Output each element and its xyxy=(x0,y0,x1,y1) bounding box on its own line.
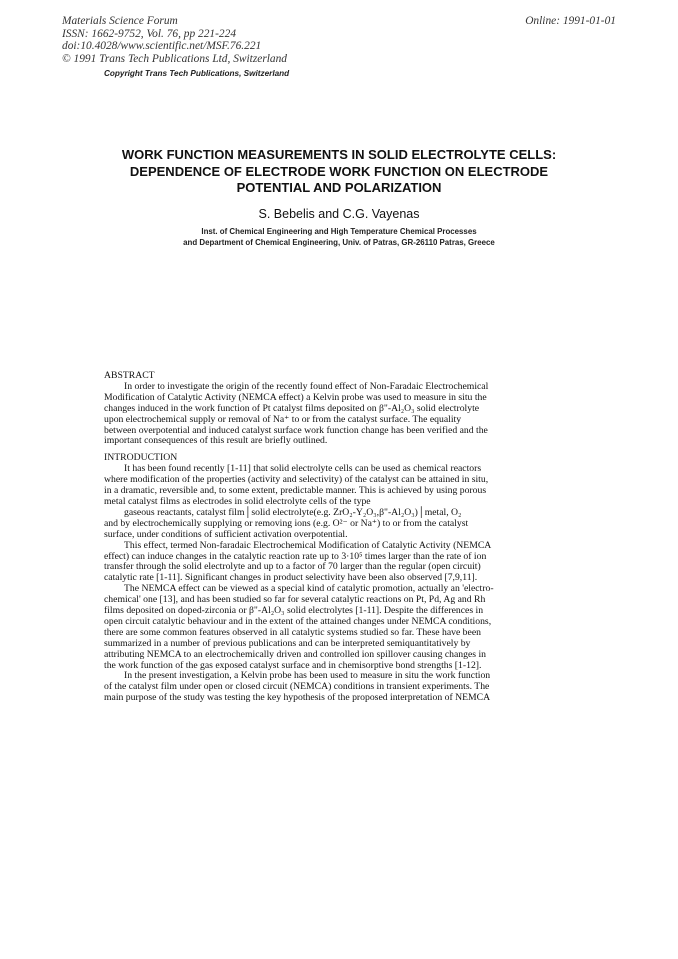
intro-line: chemical' one [13], and has been studied so far for several catalytic reactions on Pt, Pd, Ag and Rh xyxy=(104,594,486,606)
affiliation-line: and Department of Chemical Engineering, Univ. of Patras, GR-26110 Patras, Greece xyxy=(183,237,495,247)
title-line: POTENTIAL AND POLARIZATION xyxy=(236,180,442,195)
abstract-heading: ABSTRACT xyxy=(104,370,155,381)
affiliation xyxy=(0,227,678,249)
intro-line: surface, under conditions of sufficient activation overpotential. xyxy=(104,528,348,540)
abstract-line: upon electrochemical supply or removal of Na⁺ to or from the catalyst surface. The equality xyxy=(104,413,462,425)
abstract-line: Modification of Catalytic Activity (NEMCA effect) a Kelvin probe was used to measure in situ the xyxy=(104,391,487,403)
intro-line: of the catalyst film under open or closed circuit (NEMCA) conditions in transient experiments. The xyxy=(104,681,490,693)
journal-name: Materials Science Forum xyxy=(62,15,178,27)
intro-line: open circuit catalytic behaviour and in the extent of the attained changes under NEMCA conditions, xyxy=(104,615,492,627)
abstract-line: important consequences of this result are briefly outlined. xyxy=(104,435,328,447)
intro-line: and by electrochemically supplying or removing ions (e.g. O²⁻ or Na⁺) to or from the catalyst xyxy=(104,517,469,529)
abstract-line: changes induced in the work function of Pt catalyst films deposited on β"-Al₂O₃ solid electrolyte xyxy=(104,402,480,414)
intro-line: the work function of the gas exposed catalyst surface and in chemisorptive bond strengths [1-12]. xyxy=(104,659,482,671)
copyright-small: Copyright Trans Tech Publications, Switzerland xyxy=(104,69,290,78)
title-line: WORK FUNCTION MEASUREMENTS IN SOLID ELECTROLYTE CELLS: xyxy=(121,147,557,162)
intro-line: transfer through the solid electrolyte and up to a factor of 70 larger than the regular (open circuit) xyxy=(104,561,481,573)
introduction-heading: INTRODUCTION xyxy=(104,452,178,464)
affiliation-line: Inst. of Chemical Engineering and High Temperature Chemical Processes xyxy=(201,227,477,236)
journal-meta xyxy=(62,15,287,65)
body-text xyxy=(104,371,536,704)
intro-line: in a dramatic, reversible and, to some extent, predictable manner. This is achieved by using porous xyxy=(104,485,487,497)
intro-line: The NEMCA effect can be viewed as a special kind of catalytic promotion, actually an 'electro- xyxy=(124,583,494,595)
intro-line: effect) can induce changes in the catalytic reaction rate up to 3·10⁵ times larger than the rate of ion xyxy=(104,550,487,562)
online-date: Online: 1991-01-01 xyxy=(525,15,616,27)
abstract-line: In order to investigate the origin of the recently found effect of Non-Faradaic Electrochemical xyxy=(124,380,489,392)
intro-line: This effect, termed Non-faradaic Electrochemical Modification of Catalytic Activity (NEMCA xyxy=(124,539,492,551)
intro-line: films deposited on doped-zirconia or β"-Al₂O₃ solid electrolytes [1-11]. Despite the differences in xyxy=(104,605,484,617)
intro-line: catalytic rate [1-11]. Significant changes in product selectivity have been also observed [7,9,11]. xyxy=(104,572,478,584)
intro-line: main purpose of the study was testing the key hypothesis of the proposed interpretation of NEMCA xyxy=(104,692,491,704)
intro-line: It has been found recently [1-11] that solid electrolyte cells can be used as chemical reactors xyxy=(124,463,482,475)
title-line: DEPENDENCE OF ELECTRODE WORK FUNCTION ON ELECTRODE xyxy=(129,163,549,179)
copyright-line: © 1991 Trans Tech Publications Ltd, Switzerland xyxy=(62,52,287,65)
intro-line: summarized in a number of previous publications and can be interpreted semiquantitatively by xyxy=(104,637,471,649)
issn-line: ISSN: 1662-9752, Vol. 76, pp 221-224 xyxy=(62,27,237,40)
intro-line: metal catalyst films as electrodes in solid electrolyte cells of the type xyxy=(104,495,371,507)
intro-line: attributing NEMCA to an electrochemically driven and controlled ion spillover causing changes in xyxy=(104,648,487,660)
authors: S. Bebelis and C.G. Vayenas xyxy=(258,207,420,221)
intro-line: there are some common features observed in all catalytic systems studied so far. These have been xyxy=(104,626,481,638)
intro-line: In the present investigation, a Kelvin probe has been used to measure in situ the work function xyxy=(124,670,491,682)
intro-line: where modification of the properties (activity and selectivity) of the catalyst can be attained in situ, xyxy=(104,474,489,486)
doi-line[interactable]: doi:10.4028/www.scientific.net/MSF.76.221 xyxy=(62,40,262,53)
intro-cell-formula: gaseous reactants, catalyst film│solid electrolyte(e.g. ZrO₂-Y₂O₃,β"-Al₂O₃)│metal, O₂ xyxy=(124,506,462,518)
abstract-line: between overpotential and induced catalyst surface work function change has been verified and the xyxy=(104,424,488,436)
paper-title xyxy=(60,147,618,197)
